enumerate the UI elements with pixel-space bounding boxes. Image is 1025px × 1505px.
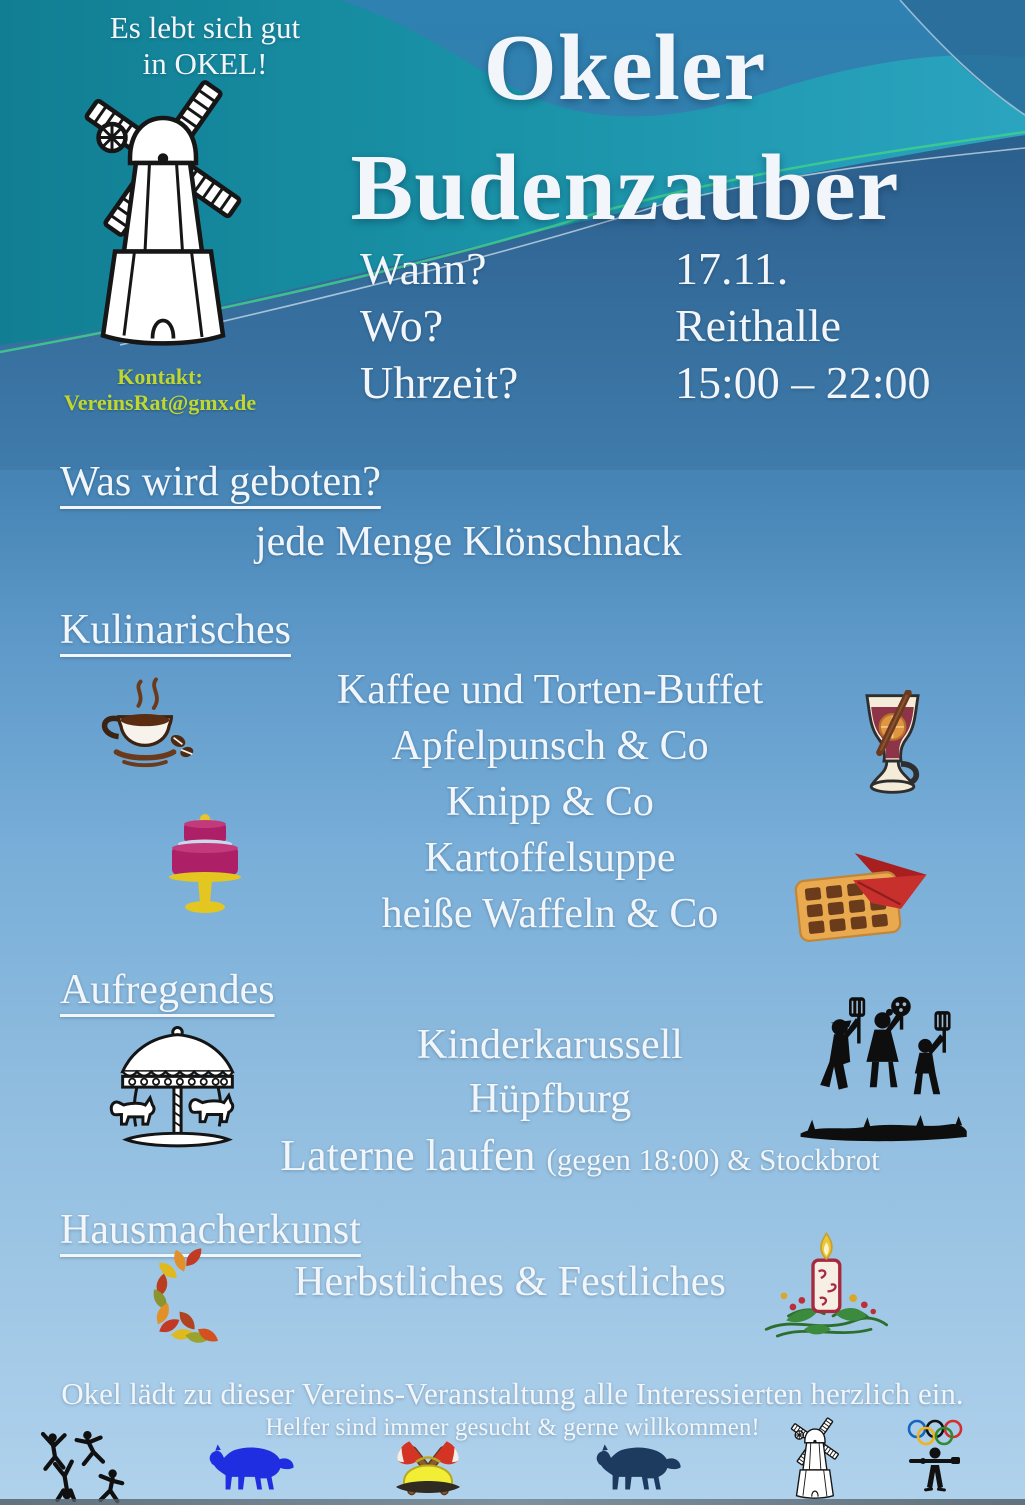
detail-row-uhrzeit <box>360 354 980 411</box>
cake-icon <box>160 810 250 925</box>
food-item: Knipp & Co <box>446 779 654 825</box>
carousel-icon <box>100 1022 255 1157</box>
detail-question: Wann? <box>360 243 487 294</box>
blue-horse-icon <box>205 1438 300 1503</box>
lantern-children-icon <box>795 995 970 1145</box>
section-heading-kulinarisches: Kulinarisches <box>60 607 291 653</box>
detail-question: Wo? <box>360 300 444 351</box>
acrobats-icon <box>28 1428 148 1505</box>
fun-item: Hüpfburg <box>468 1076 632 1122</box>
windmill-small-icon <box>768 1412 860 1504</box>
title-line1: Okeler <box>483 16 767 120</box>
laterne-main: Laterne laufen <box>280 1131 547 1180</box>
fire-brigade-icon <box>378 1428 478 1505</box>
footer-invitation: Okel lädt zu dieser Vereins-Veranstaltung alle Interessierten herzlich ein. <box>61 1376 964 1411</box>
fun-item: Kinderkarussell <box>417 1022 683 1068</box>
food-item: Kaffee und Torten-Buffet <box>336 667 764 713</box>
detail-row-wo <box>360 297 980 354</box>
aufregendes-list <box>230 1018 870 1126</box>
windmill-icon <box>70 60 250 365</box>
waffle-icon <box>790 848 935 943</box>
angebot-item: jede Menge Klönschnack <box>255 519 682 565</box>
title-line2: Budenzauber <box>350 136 900 240</box>
kulinarisches-list <box>230 662 870 942</box>
detail-row-wann <box>360 240 980 297</box>
event-details <box>360 240 980 411</box>
detail-question: Uhrzeit? <box>360 357 519 408</box>
slogan-line2: in OKEL! <box>142 46 268 81</box>
food-item: Apfelpunsch & Co <box>391 723 709 769</box>
coffee-cup-icon <box>90 675 200 785</box>
contact-label: Kontakt: <box>117 364 203 389</box>
poster-title <box>230 0 1020 242</box>
detail-answer: 15:00 – 22:00 <box>675 357 931 408</box>
laterne-detail: (gegen 18:00) & Stockbrot <box>546 1142 880 1177</box>
detail-answer: 17.11. <box>675 243 789 294</box>
contact-block <box>30 364 290 416</box>
candle-icon <box>755 1225 900 1350</box>
hausmacherkunst-item: Herbstliches & Festliches <box>294 1259 726 1305</box>
section-heading-hausmacherkunst: Hausmacherkunst <box>60 1207 361 1253</box>
slogan-line1: Es lebt sich gut <box>109 10 301 45</box>
autumn-leaves-icon <box>130 1248 225 1353</box>
section-heading-angebot: Was wird geboten? <box>60 459 381 505</box>
food-item: heiße Waffeln & Co <box>381 891 719 937</box>
section-heading-aufregendes: Aufregendes <box>60 967 275 1013</box>
food-item: Kartoffelsuppe <box>424 835 676 881</box>
navy-horse-icon <box>592 1438 687 1503</box>
footer-helpers: Helfer sind immer gesucht & gerne willkommen! <box>265 1414 760 1441</box>
olympic-shooter-icon <box>895 1415 975 1503</box>
detail-answer: Reithalle <box>675 300 842 351</box>
punch-glass-icon <box>845 690 940 825</box>
contact-email: VereinsRat@gmx.de <box>63 390 257 415</box>
